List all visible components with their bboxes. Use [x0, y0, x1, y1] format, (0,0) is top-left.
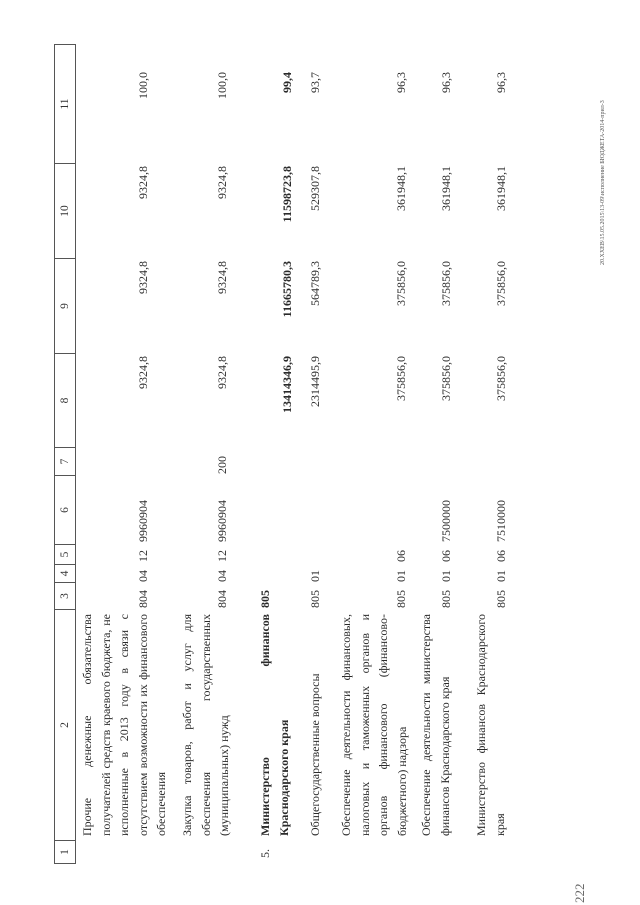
document-footer-code: 20.XXEB\15.05.2015\13-09\исполнение БЮДЖЕТА-2014-прил-3: [600, 100, 606, 265]
row-rz: 04: [136, 570, 150, 582]
row-approved: 9324,8: [136, 261, 150, 294]
row-executed: 361948,1: [394, 166, 408, 211]
row-plan: 375856,0: [394, 356, 408, 401]
row-vd: 805: [394, 590, 408, 608]
row-plan: 9324,8: [136, 356, 150, 389]
row-approved: 375856,0: [394, 261, 408, 306]
row-pr: 06: [394, 550, 408, 562]
row-percent: 96,3: [394, 72, 408, 93]
column-header: 6: [59, 507, 71, 513]
row-name: Министерство финансов Краснодарского края: [474, 614, 507, 836]
row-pr: 12: [136, 550, 150, 562]
row-percent: 96,3: [494, 72, 508, 93]
row-executed: 9324,8: [136, 166, 150, 199]
column-header: 10: [59, 205, 71, 217]
row-csr: 9960904: [215, 500, 229, 542]
row-percent: 96,3: [439, 72, 453, 93]
row-executed: 529307,8: [308, 166, 322, 211]
row-plan: 375856,0: [494, 356, 508, 401]
row-name: Общегосударственные вопросы: [308, 673, 322, 836]
row-name: Прочие денежные обязательства получателей средств краевого бюджета, не исполненные в 2013 году в связи с отсутствием возможности их финансового обеспечения: [80, 614, 168, 836]
table-top-border: [54, 44, 55, 864]
row-name: Министерство финансов Краснодарского края: [258, 614, 291, 836]
row-rz: 01: [494, 570, 508, 582]
row-vd: 804: [215, 590, 229, 608]
column-header: 11: [59, 98, 71, 110]
row-rz: 01: [439, 570, 453, 582]
row-vd: 805: [439, 590, 453, 608]
row-rz: 01: [394, 570, 408, 582]
row-csr: 7500000: [439, 500, 453, 542]
row-vd: 805: [494, 590, 508, 608]
row-vd: 805: [258, 590, 272, 608]
column-header: 4: [59, 570, 71, 577]
row-name: Закупка товаров, работ и услуг для обеспечения государственных (муниципальных) нужд: [180, 614, 231, 836]
row-executed: 361948,1: [439, 166, 453, 211]
row-approved: 564789,3: [308, 261, 322, 306]
row-executed: 11598723,8: [280, 166, 294, 223]
column-header: 3: [59, 593, 71, 599]
col-divider: [54, 863, 75, 864]
row-percent: 93,7: [308, 72, 322, 93]
header-bottom-border: [75, 44, 76, 864]
row-plan: 9324,8: [215, 356, 229, 389]
row-csr: 7510000: [494, 500, 508, 542]
row-percent: 100,0: [215, 72, 229, 99]
row-vr: 200: [215, 456, 229, 474]
budget-table: [54, 44, 584, 864]
row-name: Обеспечение деятельности министерства финансов Краснодарского края: [419, 614, 452, 836]
row-vd: 804: [136, 590, 150, 608]
row-name: Обеспечение деятельности финансовых, налоговых и таможенных органов и органов финансового (финансово-бюджетного) надзора: [339, 614, 409, 836]
row-percent: 100,0: [136, 72, 150, 99]
row-executed: 9324,8: [215, 166, 229, 199]
page-number: 222: [572, 883, 587, 903]
row-plan: 2314495,9: [308, 356, 322, 407]
row-approved: 11665780,3: [280, 261, 294, 318]
row-approved: 9324,8: [215, 261, 229, 294]
row-number: 5.: [258, 849, 272, 858]
row-percent: 99,4: [280, 72, 294, 93]
row-rz: 01: [308, 570, 322, 582]
column-header: 2: [59, 722, 71, 728]
row-executed: 361948,1: [494, 166, 508, 211]
row-rz: 04: [215, 570, 229, 582]
row-approved: 375856,0: [494, 261, 508, 306]
row-pr: 06: [439, 550, 453, 562]
row-vd: 805: [308, 590, 322, 608]
row-approved: 375856,0: [439, 261, 453, 306]
column-header: 9: [59, 303, 71, 309]
row-plan: 375856,0: [439, 356, 453, 401]
row-pr: 12: [215, 550, 229, 562]
column-header: 8: [59, 397, 71, 404]
column-header: 1: [59, 849, 71, 855]
row-csr: 9960904: [136, 500, 150, 542]
column-header: 5: [59, 551, 71, 558]
row-pr: 06: [494, 550, 508, 562]
row-plan: 13414346,9: [280, 356, 294, 413]
column-header: 7: [59, 458, 71, 465]
